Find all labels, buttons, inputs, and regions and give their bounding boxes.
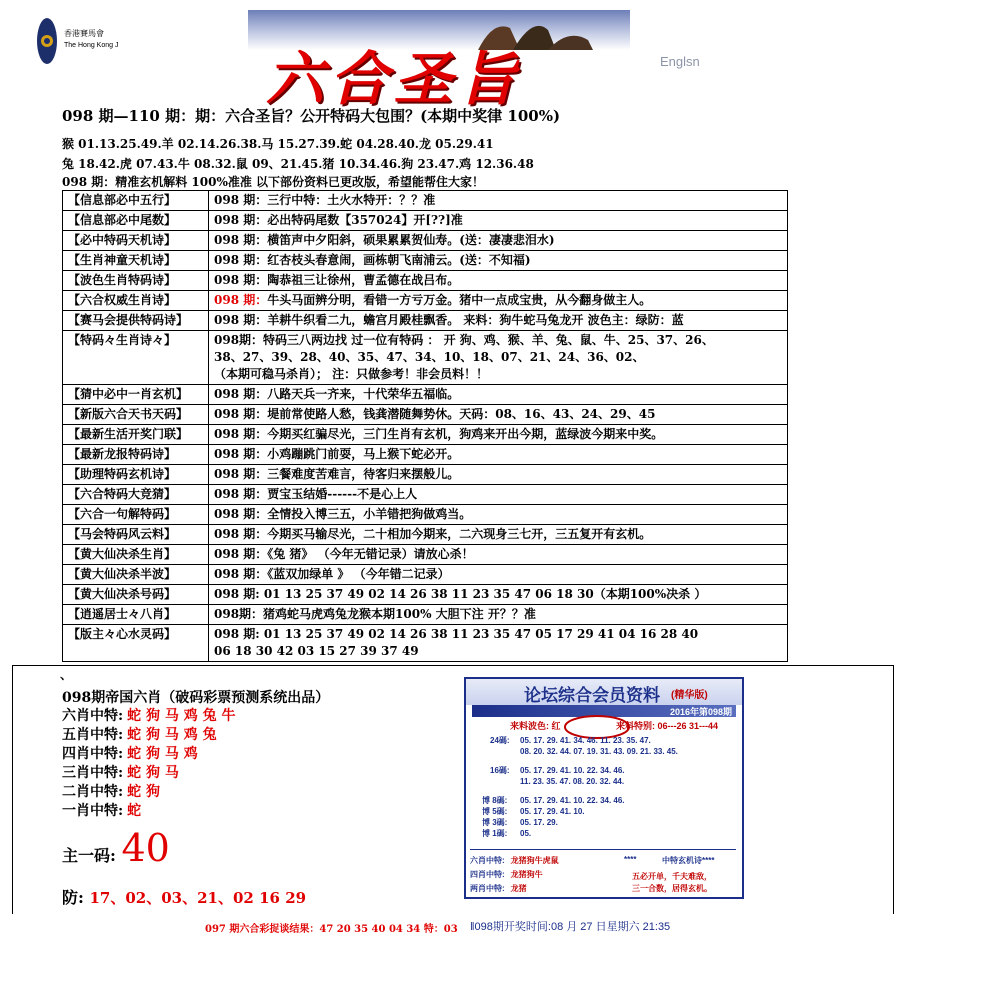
card-footer-value: 龙猪狗牛 (510, 870, 543, 879)
empire-row (62, 783, 442, 802)
empire-row-value: 蛇 狗 马 鸡 兔 (127, 727, 217, 743)
table-row (63, 485, 788, 505)
card-issue: 2016年第098期 (669, 707, 732, 717)
empire-row-label: 四肖中特: (62, 746, 124, 762)
empire-row-value: 蛇 狗 马 鸡 (127, 746, 198, 762)
table-row (63, 445, 788, 465)
empire-row-label: 一肖中特: (62, 803, 124, 819)
main-code-value: 40 (121, 826, 170, 870)
card-footer-divider (470, 849, 736, 850)
empire-row-value: 蛇 狗 (127, 784, 161, 800)
card-set-label: 16碼: (490, 766, 510, 775)
draw-time: ‖098期开奖时间:08 月 27 日星期六 21:35 (470, 921, 671, 933)
card-set-label: 博 5碼: (482, 807, 508, 816)
row-value (209, 311, 788, 331)
table-row (63, 251, 788, 271)
row-value (209, 505, 788, 525)
empire-row-value: 蛇 狗 马 (127, 765, 179, 781)
zodiac-line-2: 兔 18.42.虎 07.43.牛 08.32.鼠 09、21.45.猪 10.34.46.狗 23.47.鸡 12.36.48 (62, 157, 534, 171)
table-row (63, 311, 788, 331)
table-row (63, 465, 788, 485)
card-set-line: 05. (520, 829, 532, 838)
card-set (466, 828, 742, 839)
small-mark: 、 (60, 668, 73, 682)
card-set-label: 博 8碼: (482, 796, 508, 805)
row-label: 【版主々心水灵码】 (63, 625, 209, 662)
row-line: 098 期：必出特码尾数【357024】开[??]准 (214, 213, 463, 227)
defense-label: 防: (62, 888, 84, 907)
row-value (209, 625, 788, 662)
table-row (63, 211, 788, 231)
row-line: 098 期：三行中特：土火水特开：？？准 (214, 193, 436, 207)
card-header (466, 679, 742, 705)
row-value (209, 525, 788, 545)
banner-title: 六合圣旨 (266, 45, 523, 110)
card-set-label: 博 3碼: (482, 818, 508, 827)
card-zhongte: 中特玄机诗**** (662, 856, 715, 865)
card-set (466, 795, 742, 806)
zodiac-line-1: 猴 01.13.25.49.羊 02.14.26.38.马 15.27.39.蛇 04.28.40.龙 05.29.41 (62, 137, 494, 151)
previous-results: 097 期六合彩捉谈结果：47 20 35 40 04 34 特：03 (205, 924, 458, 935)
row-label: 【信息部必中尾数】 (63, 211, 209, 231)
row-label: 【新版六合天书天码】 (63, 405, 209, 425)
row-line: 098期：特码三八两边找 过一位有特码 ： 开 狗、鸡、猴、羊、兔、鼠、牛、25、37、26、 (214, 333, 714, 347)
row-line: 098 期：今期买马输尽光，二十相加今期来，二六现身三七开，三五复开有玄机。 (214, 527, 652, 541)
card-stars: **** (624, 855, 637, 864)
row-label: 【黄大仙决杀号码】 (63, 585, 209, 605)
empire-row (62, 726, 442, 745)
notice-line: 098 期：精准玄机解料 100%准准 以下部份资料已更改版，希望能帮住大家！ (62, 175, 485, 189)
card-footer-label: 六肖中特: (470, 856, 505, 865)
card-footer (470, 854, 620, 896)
card-footer-row (470, 882, 620, 896)
row-line: 牛头马面辨分明，看错一方亏万金。猪中一点成宝贵，从今翻身做主人。 (267, 293, 652, 307)
card-set-line: 05. 17. 29. 41. 10. (520, 807, 585, 816)
row-label: 【特码々生肖诗々】 (63, 331, 209, 385)
card-set-line: 05. 17. 29. 41. 10. 22. 34. 46. (520, 766, 625, 775)
empire-row-value: 蛇 狗 马 鸡 兔 牛 (127, 708, 236, 724)
headline: 098 期—110 期：期：六合圣旨？公开特码大包围？(本期中奖律 100%) (62, 107, 561, 125)
info-table (62, 190, 788, 662)
row-label: 【马会特码风云料】 (63, 525, 209, 545)
table-row (63, 585, 788, 605)
row-value (209, 405, 788, 425)
row-value (209, 385, 788, 405)
row-label: 【六合一句解特码】 (63, 505, 209, 525)
card-poem-1: 五必开单，千夫难敌， (632, 872, 712, 881)
row-label: 【波色生肖特码诗】 (63, 271, 209, 291)
table-row (63, 625, 788, 662)
row-label: 【逍遥居士々八肖】 (63, 605, 209, 625)
row-label: 【助理特码玄机诗】 (63, 465, 209, 485)
row-value (209, 211, 788, 231)
row-line: 098 期：红杏枝头春意闹，画栋朝飞南浦云。(送：不知福) (214, 253, 531, 267)
row-value (209, 291, 788, 311)
table-row (63, 565, 788, 585)
row-line: 098 期：陶恭祖三让徐州，曹孟德在战吕布。 (214, 273, 460, 287)
row-line: 38、27、39、28、40、35、47、34、10、18、07、21、24、36、02、 (214, 350, 645, 364)
card-sets (466, 735, 742, 839)
english-link[interactable]: Englsn (660, 54, 700, 69)
logo-english: The Hong Kong J (64, 42, 119, 49)
card-footer-row (470, 854, 620, 868)
logo-chinese: 香港賽馬會 (64, 29, 104, 38)
card-set-line: 05. 17. 29. 41. 10. 22. 34. 46. (520, 796, 625, 805)
main-code (62, 826, 170, 870)
row-label: 【六合权威生肖诗】 (63, 291, 209, 311)
row-line: 098 期：八路天兵一齐来，十代荣华五福临。 (214, 387, 460, 401)
card-footer-label: 两肖中特: (470, 884, 505, 893)
table-row (63, 231, 788, 251)
logo (36, 14, 126, 70)
table-row (63, 505, 788, 525)
empire-row-value: 蛇 (127, 803, 142, 819)
empire-list (62, 707, 442, 821)
row-line: （本期可稳马杀肖）； 注：只做参考！非会员料！！ (214, 367, 489, 381)
row-label: 【最新龙报特码诗】 (63, 445, 209, 465)
row-value (209, 231, 788, 251)
row-value (209, 251, 788, 271)
member-card (464, 677, 744, 899)
row-label: 【赛马会提供特码诗】 (63, 311, 209, 331)
row-line: 098 期: 01 13 25 37 49 02 14 26 38 11 23 35 47 06 18 30（本期100%决杀 ） (214, 587, 707, 601)
defense-line (62, 885, 306, 908)
row-value (209, 605, 788, 625)
row-line: 098 期：堤前常使路人愁，钱龚潜随舞势休。天码：08、16、43、24、29、45 (214, 407, 656, 421)
card-footer-row (470, 868, 620, 882)
row-label: 【六合特码大竞猜】 (63, 485, 209, 505)
card-edition: (精华版) (671, 690, 708, 701)
table-row (63, 425, 788, 445)
row-value (209, 331, 788, 385)
card-color-line: 来料波色: 红 (510, 721, 561, 731)
empire-row-label: 六肖中特: (62, 708, 124, 724)
card-set-line: 08. 20. 32. 44. 07. 19. 31. 43. 09. 21. 33. 45. (520, 747, 678, 756)
row-line: 098 期：横笛声中夕阳斜，硕果累累贺仙寿。(送：凄凄悲泪水) (214, 233, 555, 247)
row-value (209, 465, 788, 485)
row-value (209, 425, 788, 445)
card-set (466, 806, 742, 817)
table-row (63, 545, 788, 565)
row-line: 06 18 30 42 03 15 27 39 37 49 (214, 644, 419, 658)
table-row (63, 605, 788, 625)
card-set-label: 24碼: (490, 736, 510, 745)
table-row (63, 405, 788, 425)
row-line: 098 期：贾宝玉结婚------不是心上人 (214, 487, 418, 501)
card-set-label: 博 1碼: (482, 829, 508, 838)
defense-value: 17、02、03、21、02 16 29 (89, 889, 307, 907)
row-line: 098 期：全情投入博三五，小羊错把狗做鸡当。 (214, 507, 472, 521)
table-row (63, 191, 788, 211)
card-special-line: 来料特别: 06---26 31---44 (616, 721, 719, 731)
card-poem-2: 三一合数，居得玄机。 (632, 884, 712, 893)
empire-row (62, 745, 442, 764)
row-line: 098 期：三餐难度苦难言，待客归来摆般儿。 (214, 467, 460, 481)
card-footer-value: 龙猪狗牛虎鼠 (510, 856, 559, 865)
row-label: 【必中特码天机诗】 (63, 231, 209, 251)
table-row (63, 271, 788, 291)
row-line: 098期：猪鸡蛇马虎鸡兔龙猴本期100% 大胆下注 开？？准 (214, 607, 536, 621)
card-title: 论坛综合会员资料 (524, 686, 660, 705)
row-label: 【黄大仙决杀半波】 (63, 565, 209, 585)
hkjc-emblem-icon (36, 16, 58, 66)
empire-row-label: 五肖中特: (62, 727, 124, 743)
row-prefix: 098 期： (214, 293, 268, 307)
row-value (209, 191, 788, 211)
empire-row-label: 三肖中特: (62, 765, 124, 781)
row-label: 【黄大仙决杀生肖】 (63, 545, 209, 565)
empire-row (62, 707, 442, 726)
row-value (209, 445, 788, 465)
row-label: 【生肖神童天机诗】 (63, 251, 209, 271)
row-label: 【猜中必中一肖玄机】 (63, 385, 209, 405)
empire-title: 098期帝国六肖（破码彩票预测系统出品） (62, 690, 330, 706)
empire-row (62, 802, 442, 821)
row-value (209, 565, 788, 585)
banner (248, 10, 630, 110)
card-set (466, 817, 742, 828)
table-row (63, 291, 788, 311)
main-code-label: 主一码: (62, 846, 116, 865)
row-value (209, 545, 788, 565)
table-row (63, 525, 788, 545)
card-set (466, 735, 742, 757)
row-line: 098 期：羊耕牛织看二九，蟾宫月殿桂飘香。 来料：狗牛蛇马兔龙开 波色主：绿防：蓝 (214, 313, 684, 327)
card-footer-value: 龙猪 (510, 884, 527, 893)
card-set-line: 05. 17. 29. 41. 34. 46. 11. 23. 35. 47. (520, 736, 651, 745)
table-row (63, 385, 788, 405)
row-line: 098 期: 01 13 25 37 49 02 14 26 38 11 23 35 47 05 17 29 41 04 16 28 40 (214, 627, 699, 641)
row-label: 【最新生活开奖门联】 (63, 425, 209, 445)
table-row (63, 331, 788, 385)
card-footer-label: 四肖中特: (470, 870, 505, 879)
empire-row (62, 764, 442, 783)
row-line: 098 期：《蓝双加绿单 》 （今年错二记录） (214, 567, 450, 581)
row-label: 【信息部必中五行】 (63, 191, 209, 211)
row-value (209, 585, 788, 605)
row-line: 098 期：小鸡蹦跳门前耍，马上猴下蛇必开。 (214, 447, 460, 461)
card-set (466, 765, 742, 787)
row-value (209, 271, 788, 291)
row-value (209, 485, 788, 505)
card-set-line: 05. 17. 29. (520, 818, 558, 827)
row-line: 098 期：《兔 猪》 （今年无错记录）请放心杀！ (214, 547, 474, 561)
row-line: 098 期：今期买红骗尽光，三门生肖有玄机，狗鸡来开出今期，蓝绿波今期来中奖。 (214, 427, 664, 441)
empire-row-label: 二肖中特: (62, 784, 124, 800)
card-set-line: 11. 23. 35. 47. 08. 20. 32. 44. (520, 777, 625, 786)
